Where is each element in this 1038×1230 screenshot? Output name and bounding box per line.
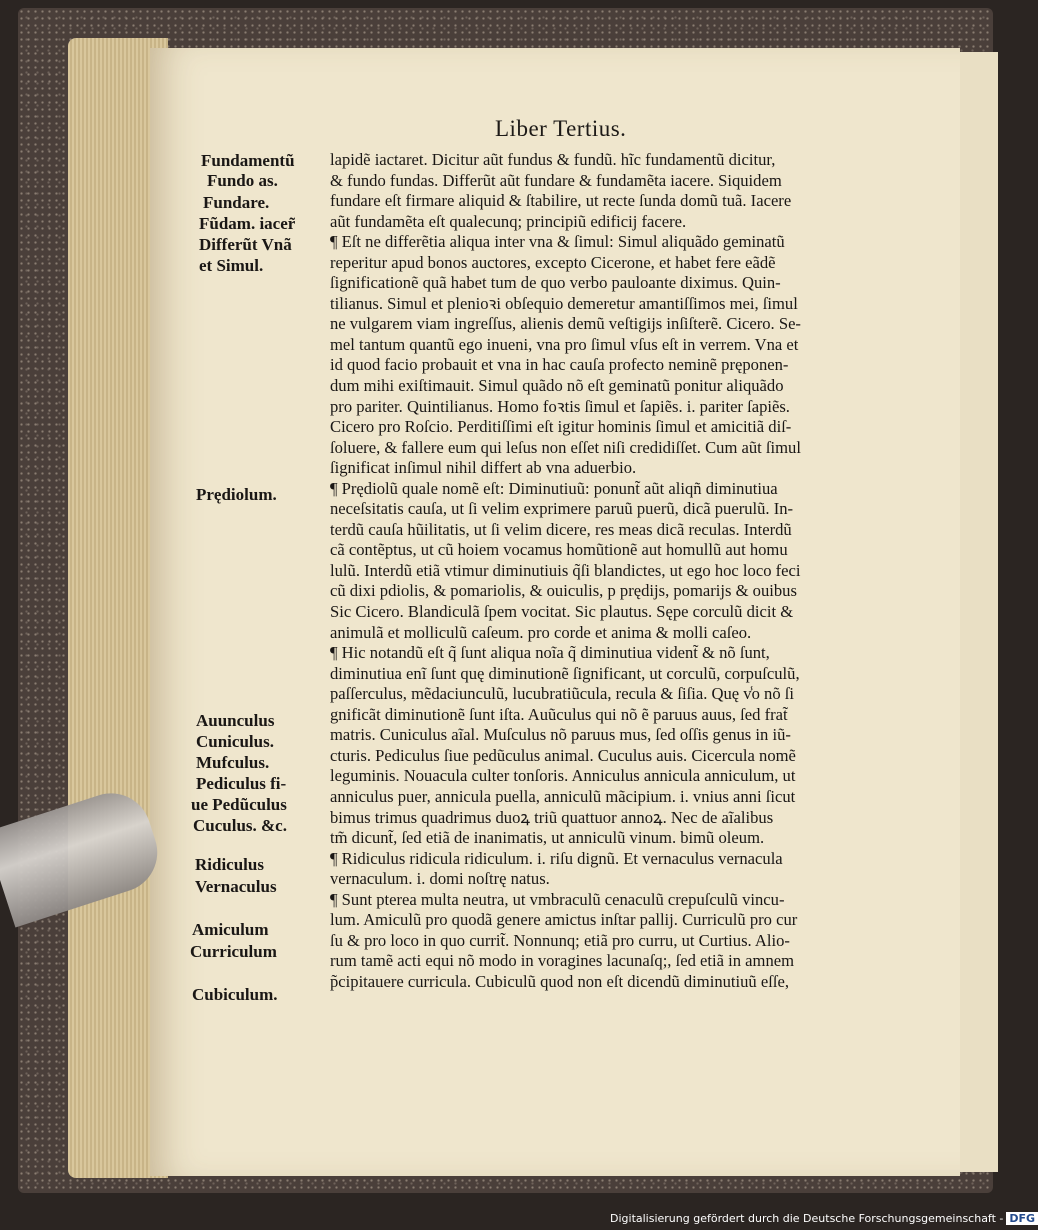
margin-note: Fundamentũ bbox=[201, 151, 295, 170]
margin-note: Pediculus fi- bbox=[196, 774, 287, 793]
text-line: pro pariter. Quintilianus. Homo foꝛtis ſimul et ſapiẽs. i. pariter ſapiẽs. bbox=[330, 396, 790, 416]
text-line: anniculus puer, annicula puella, anniculũ mãcipium. i. vnius anni ſicut bbox=[330, 786, 796, 806]
text-line: vernaculum. i. domi noſtrę natus. bbox=[330, 869, 550, 889]
text-line: mel tantum quantũ ego inueni, vna pro ſimul vſus eſt in verrem. Vna et bbox=[330, 334, 799, 354]
text-line: ſu & pro loco in quo currit̃. Nonnunq; etiã pro curru, ut Curtius. Alio- bbox=[330, 930, 790, 950]
text-line: reperitur apud bonos auctores, excepto Cicerone, et habet fere eãdẽ bbox=[330, 252, 776, 272]
margin-note: Cuniculus. bbox=[196, 732, 274, 751]
text-line: cturis. Pediculus ſiue pedũculus animal. Cuculus auis. Cicercula nomẽ bbox=[330, 745, 796, 765]
digitization-credit bbox=[610, 1212, 1038, 1225]
dfg-logo: DFG bbox=[1006, 1212, 1038, 1225]
text-line: paſſerculus, mẽdaciunculũ, lucubratiũcula, recula & ſiſia. Quę v̾o nõ ſi bbox=[330, 684, 795, 704]
text-line: lum. Amiculũ pro quodã genere amictus inſtar pallij. Curriculũ pro cur bbox=[330, 910, 798, 930]
text-line: rum tamẽ acti equi nõ modo in voragines lacunaſq;, ſed etiã in amnem bbox=[330, 951, 795, 971]
text-line: & fundo fundas. Differũt aũt fundare & fundamẽta iacere. Siquidem bbox=[330, 170, 782, 190]
text-line: dum mihi exiſtimauit. Simul quãdo nõ eſt geminatũ ponitur aliquãdo bbox=[330, 376, 784, 396]
text-line: tilianus. Simul et plenioꝛi obſequio demeretur amantiſſimos mei, ſimul bbox=[330, 293, 798, 313]
margin-note: Cubiculum. bbox=[192, 985, 278, 1004]
text-line: ¶ Sunt pterea multa neutra, ut vmbraculũ cenaculũ crepuſculũ vincu- bbox=[330, 889, 785, 909]
margin-note: Ridiculus bbox=[195, 855, 264, 874]
text-line: ¶ Eſt ne differẽtia aliqua inter vna & ſimul: Simul aliquãdo geminatũ bbox=[330, 232, 785, 252]
text-line: animulã et molliculũ caſeum. pro corde et anima & molli caſeo. bbox=[330, 622, 752, 642]
running-header: Liber Tertius. bbox=[495, 116, 627, 141]
margin-note: Mufculus. bbox=[196, 753, 270, 772]
text-line: Sic Cicero. Blandiculã ſpem vocitat. Sic plautus. Sępe corculũ dicit & bbox=[330, 602, 794, 622]
text-line: terdũ cauſa hũilitatis, ut ſi velim dicere, res meas dicã reculas. Interdũ bbox=[330, 519, 792, 539]
margin-note: Fundo as. bbox=[207, 171, 278, 190]
text-line: ¶ Hic notandũ eſt q̃ ſunt aliqua noĩa q̃ diminutiua vident̃ & nõ ſunt, bbox=[330, 643, 770, 663]
margin-note: Prędiolum. bbox=[196, 485, 277, 504]
text-line: tm̃ dicunt̃, ſed etiã de inanimatis, ut anniculũ vinum. bimũ oleum. bbox=[330, 828, 765, 848]
body-text bbox=[330, 150, 900, 992]
text-line: aũt fundamẽta eſt qualecunq; principiũ edificij facere. bbox=[330, 211, 687, 231]
text-line: ne vulgarem viam ingreſſus, alienis demũ veſtigijs inſiſterẽ. Cicero. Se- bbox=[330, 314, 801, 334]
margin-note: Fundare. bbox=[203, 193, 270, 212]
text-line: bimus trimus quadrimus duoꝝ triũ quattuor annoꝝ. Nec de aĩalibus bbox=[330, 807, 774, 827]
text-line: ¶ Prędiolũ quale nomẽ eſt: Diminutiuũ: ponunt̃ aũt aliqñ diminutiua bbox=[330, 478, 778, 498]
margin-note: et Simul. bbox=[199, 256, 264, 275]
text-line: p̃cipitauere curricula. Cubiculũ quod non eſt dicendũ diminutiuũ eſſe, bbox=[330, 971, 789, 991]
margin-note: ue Pedũculus bbox=[191, 795, 287, 814]
margin-note: Vernaculus bbox=[195, 877, 277, 896]
text-line: diminutiua enĩ ſunt quę diminutionẽ ſignificant, ut corculũ, corpuſculũ, bbox=[330, 663, 800, 683]
text-line: lapidẽ iactaret. Dicitur aũt fundus & fundũ. hĩc fundamentũ dicitur, bbox=[330, 150, 776, 169]
margin-note: Differũt Vnã bbox=[199, 235, 292, 254]
text-line: id quod facio probauit et vna in hac cauſa profecto neminẽ pręponen- bbox=[330, 355, 789, 375]
margin-note: Fũdam. iacer̃ bbox=[199, 214, 296, 233]
text-line: gnificãt diminutionẽ ſunt iſta. Auũculus qui nõ ẽ paruus auus, ſed frat̃ bbox=[330, 704, 788, 724]
credit-text: Digitalisierung gefördert durch die Deutsche Forschungsgemeinschaft - bbox=[610, 1212, 1004, 1225]
text-line: cũ dixi pdiolis, & pomariolis, & ouiculis, p prędijs, pomarijs & ouibus bbox=[330, 581, 797, 601]
text-line: ſignificat inſimul nihil differt ab vna aduerbio. bbox=[330, 458, 637, 478]
text-line: ſignificationẽ quã habet tum de quo verbo pauloante diximus. Quin- bbox=[330, 273, 781, 293]
margin-note: Curriculum bbox=[190, 942, 277, 961]
text-line: neceſsitatis cauſa, ut ſi velim exprimere paruũ puerũ, dicã puerulũ. In- bbox=[330, 499, 794, 519]
text-line: ſoluere, & fallere eum qui leſus non eſſet niſi credidiſſet. Cum aũt ſimul bbox=[330, 437, 801, 457]
text-line: Cicero pro Roſcio. Perditiſſimi eſt igitur hominis ſimul et amicitiã diſ- bbox=[330, 417, 792, 437]
margin-note: Auunculus bbox=[196, 711, 275, 730]
margin-note: Cuculus. &c. bbox=[193, 816, 287, 835]
text-line: lulũ. Interdũ etiã vtimur diminutiuis q̃ſi blandictes, ut ego hoc loco feci bbox=[330, 560, 801, 580]
text-line: ¶ Ridiculus ridicula ridiculum. i. riſu dignũ. Et vernaculus vernacula bbox=[330, 848, 783, 868]
text-line: matris. Cuniculus aĩal. Muſculus nõ paruus mus, ſed oſſis genus in iũ- bbox=[330, 725, 791, 745]
text-line: leguminis. Nouacula culter tonſoris. Anniculus annicula anniculum, ut bbox=[330, 766, 796, 786]
text-line: cã contẽptus, ut cũ hoiem vocamus homũtionẽ aut homullũ aut homu bbox=[330, 540, 788, 560]
text-line: fundare eſt firmare aliquid & ſtabilire, ut recte ſunda domũ tuã. Iacere bbox=[330, 191, 792, 211]
margin-note: Amiculum bbox=[192, 920, 269, 939]
